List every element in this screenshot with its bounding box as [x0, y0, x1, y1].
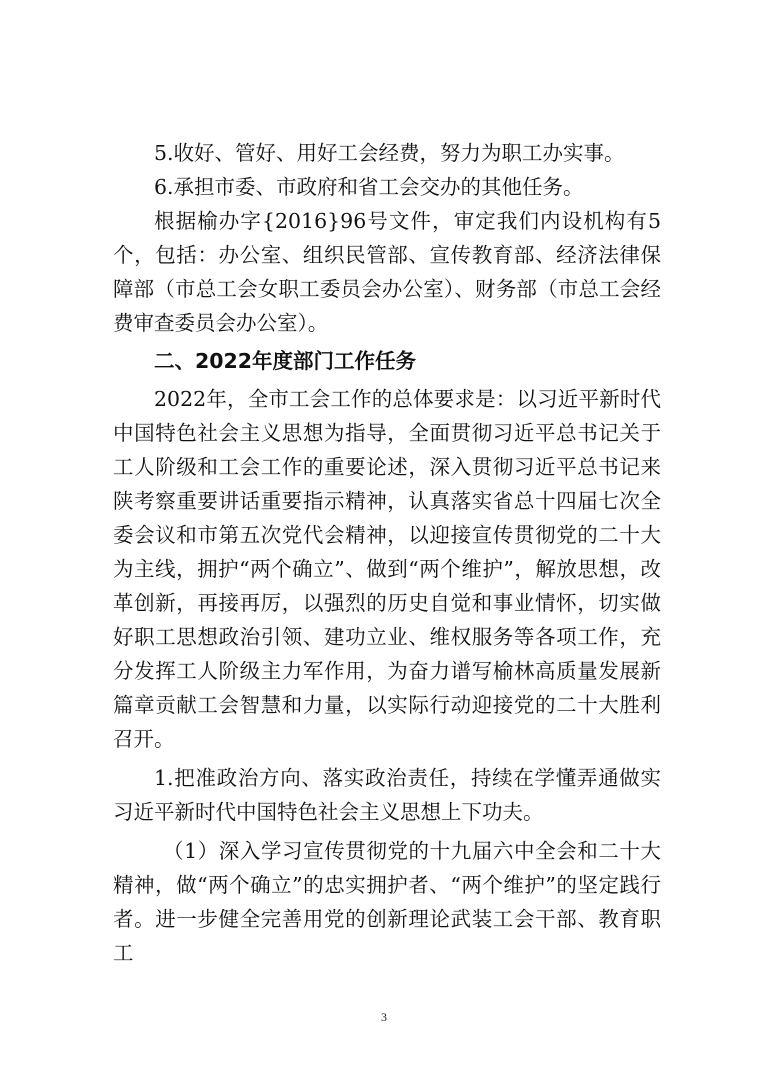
section-heading: 二、2022年度部门工作任务 [154, 349, 417, 373]
page-number: 3 [381, 1010, 387, 1024]
duty-item-5: 5.收好、管好、用好工会经费，努力为职工办实事。 [154, 141, 625, 165]
duty-item-6: 6.承担市委、市政府和省工会交办的其他任务。 [154, 175, 584, 199]
task-1-sub-1-paragraph: （1）深入学习宣传贯彻党的十九届六中全会和二十大精神，做“两个确立”的忠实拥护者、“两个维护”的坚定践行者。进一步健全完善用党的创新理论武装工会干部、教育职工 [113, 839, 661, 965]
overview-paragraph: 2022年，全市工会工作的总体要求是：以习近平新时代中国特色社会主义思想为指导，全面贯彻习近平总书记关于工人阶级和工会工作的重要论述，深入贯彻习近平总书记来陕考察重要讲话重要指示精神，认真落实省总十四届七次全委会议和市第五次党代会精神，以迎接宣传贯彻党的二十大为主线，拥护“两个确立”、做到“两个维护”，解放思想，改革创新，再接再厉，以强烈的历史自觉和事业情怀，切实做好职工思想政治引领、建功立业、维权服务等各项工作，充分发挥工人阶级主力军作用，为奋力谱写榆林高质量发展新篇章贡献工会智慧和力量，以实际行动迎接党的二十大胜利召开。 [113, 387, 661, 751]
org-structure-paragraph: 根据榆办字{2016}96号文件，审定我们内设机构有5个，包括：办公室、组织民管部、宣传教育部、经济法律保障部（市总工会女职工委员会办公室）、财务部（市总工会经费审查委员会办公室）。 [113, 209, 661, 335]
document-body [113, 136, 661, 970]
task-1-paragraph: 1.把准政治方向、落实政治责任，持续在学懂弄通做实习近平新时代中国特色社会主义思想上下功夫。 [113, 766, 661, 824]
